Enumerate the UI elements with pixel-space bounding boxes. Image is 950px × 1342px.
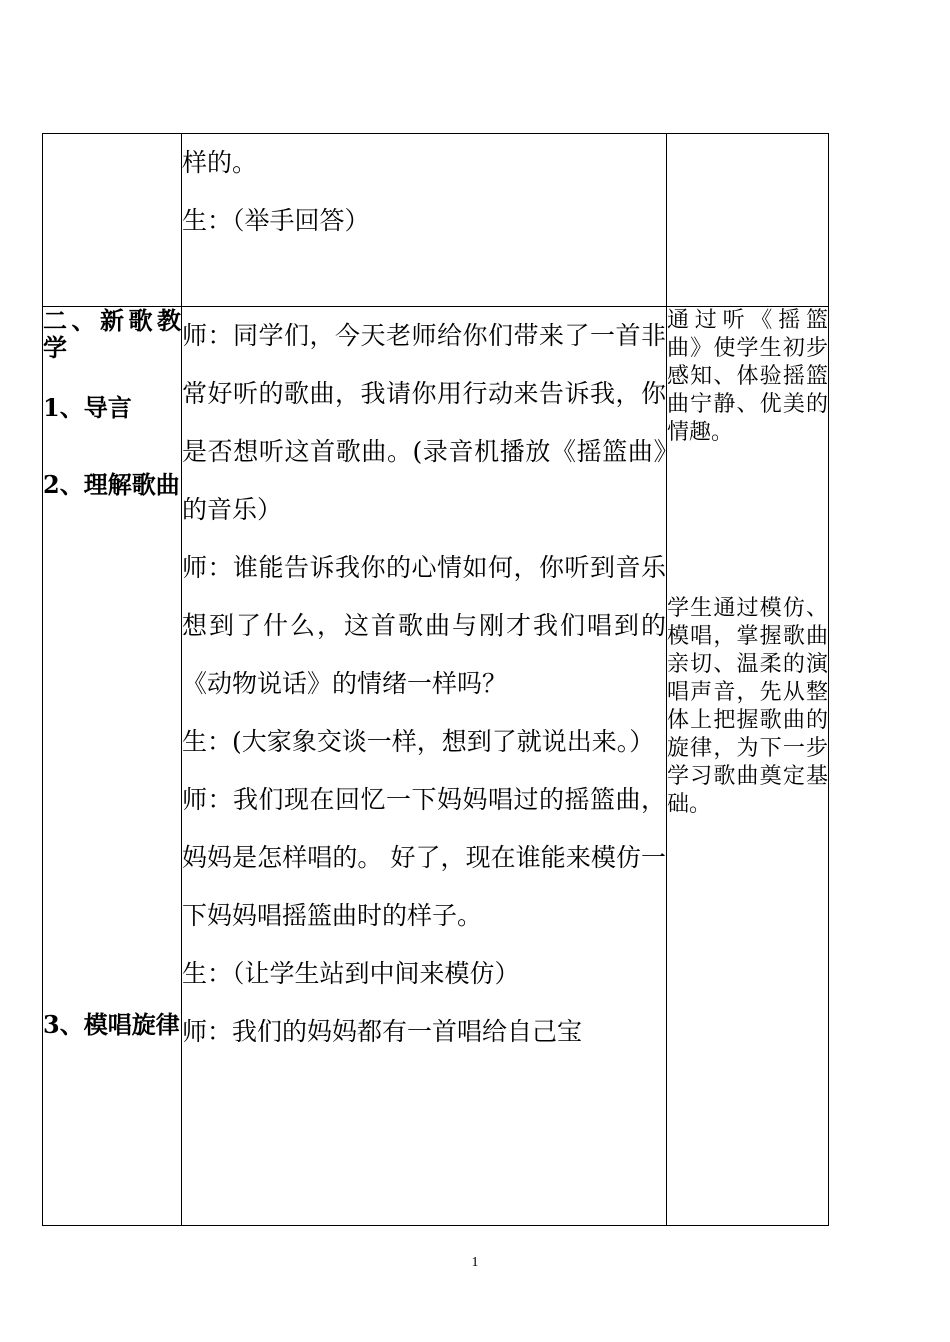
step-cell [43,307,182,1226]
table-row [43,307,829,1226]
activity-text: 师：我们的妈妈都有一首唱给自己宝 [182,1017,583,1046]
activity-text: 师：同学们，今天老师给你们带来了一首非常好听的歌曲，我请你用行动来告诉我，你是否想听这首歌曲。(录音机播放《摇篮曲》的音乐） [182,321,666,524]
lesson-plan-table [42,133,829,1226]
step-cell-empty [43,134,182,307]
activity-text: 师：谁能告诉我你的心情如何，你听到音乐想到了什么，这首歌曲与刚才我们唱到的《动物说话》的情绪一样吗？ [182,553,666,698]
purpose-note: 学生通过模仿、模唱，掌握歌曲亲切、温柔的演唱声音，先从整体上把握歌曲的旋律，为下一步学习歌曲奠定基础。 [667,596,828,817]
step-label: 1、导言 [43,393,132,422]
purpose-cell-empty [667,134,829,307]
activity-text: 师：我们现在回忆一下妈妈唱过的摇篮曲，妈妈是怎样唱的。 好了，现在谁能来模仿一下妈妈唱摇篮曲时的样子。 [182,785,666,930]
purpose-note: 通过听《摇篮曲》使学生初步感知、体验摇篮曲宁静、优美的情趣。 [667,308,828,445]
activity-text: 生：（让学生站到中间来模仿） [182,959,520,988]
step-label: 3、模唱旋律 [43,1010,180,1039]
activity-text: 样的。 [182,148,258,177]
activity-text: 生：(大家象交谈一样，想到了就说出来。） [182,727,655,756]
page-number: 1 [471,1255,479,1270]
step-label: 2、理解歌曲 [43,470,180,499]
purpose-cell [667,307,829,1226]
section-title: 二、新歌教学 [43,306,181,362]
activity-text: 生：（举手回答） [182,206,370,235]
table-row [43,134,829,307]
activity-cell [182,134,667,307]
activity-cell [182,307,667,1226]
